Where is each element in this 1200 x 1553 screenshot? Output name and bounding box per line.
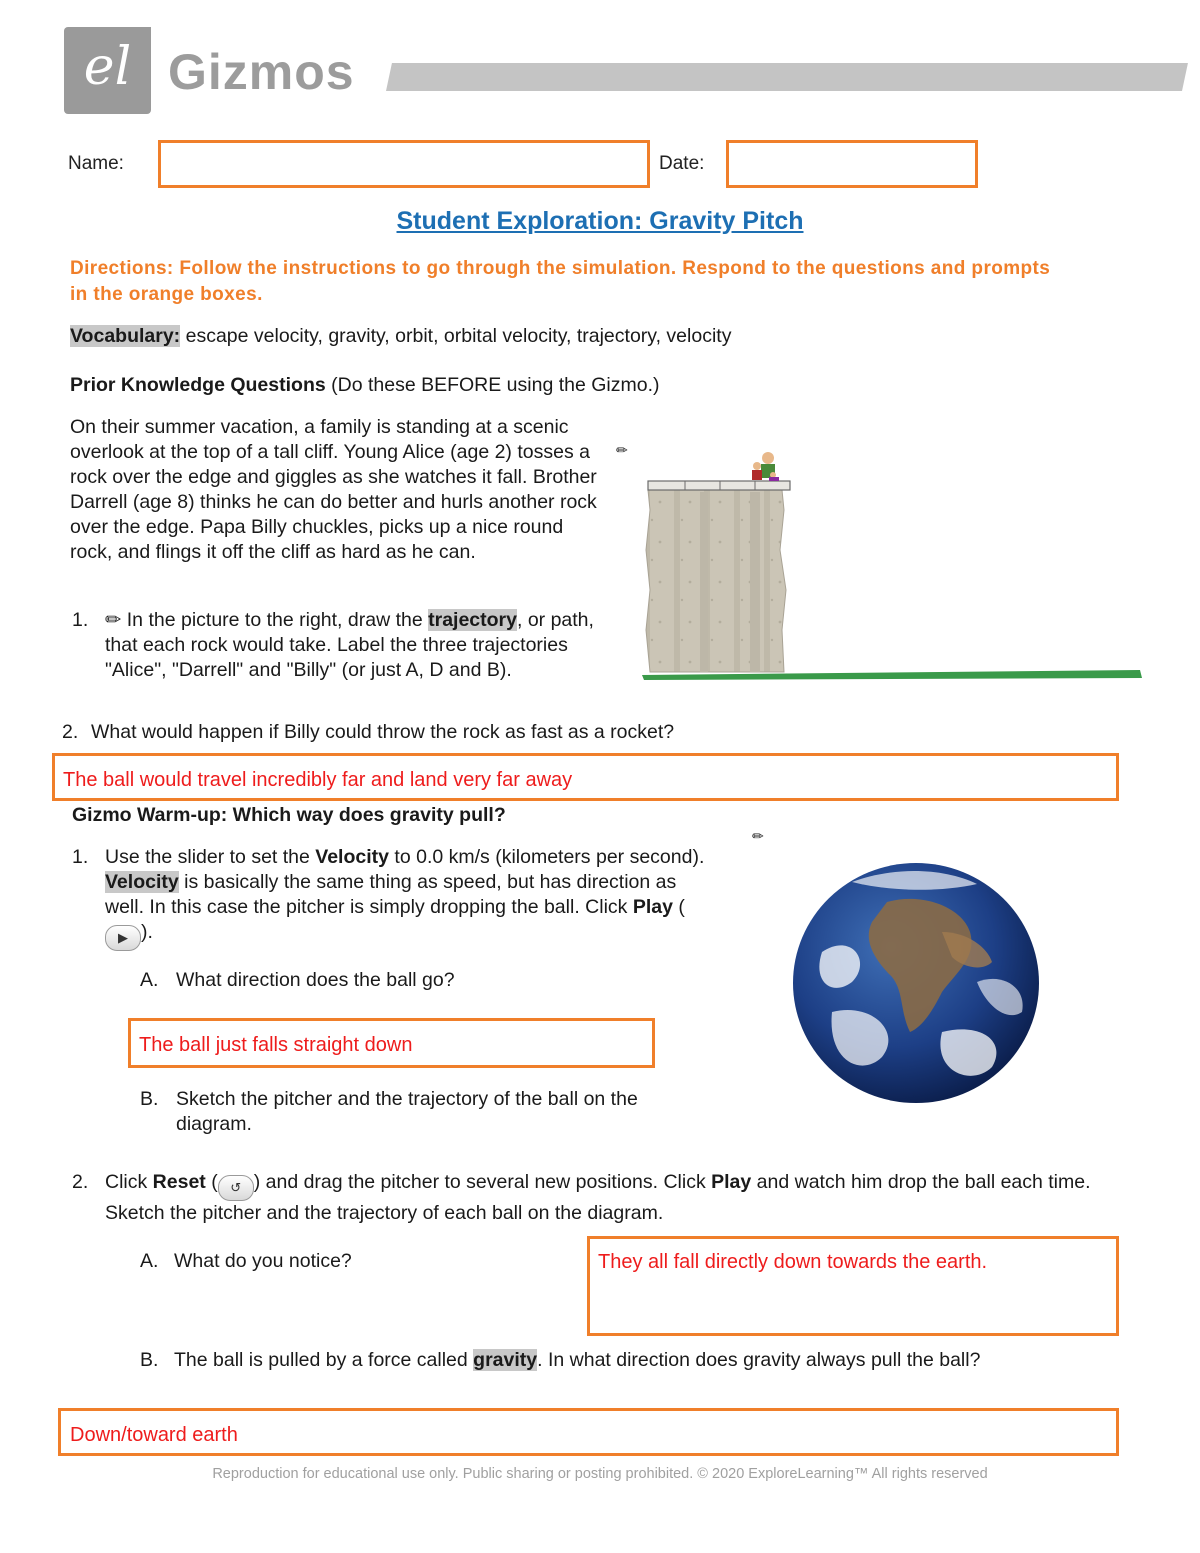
date-label: Date: <box>659 153 705 174</box>
warmup-q2a-letter: A. <box>140 1250 159 1272</box>
wq2b-after: . In what direction does gravity always pull the ball? <box>537 1349 981 1371</box>
name-label: Name: <box>68 153 124 174</box>
story-paragraph: On their summer vacation, a family is standing at a scenic overlook at the top of a tall cliff. Young Alice (age 2) tosses a rock over the edge and giggles as she watches it fall. Brother Darrell (age 8) thinks he can do better and hurls another rock over the edge. Papa Billy chuckles, picks up a nice round rock, and flings it off the cliff as hard as he can. <box>70 416 597 563</box>
wq2-open-paren: ( <box>211 1171 218 1193</box>
directions: Directions: Follow the instructions to go through the simulation. Respond to the questions and prompts in the orange boxes. <box>70 258 1051 305</box>
q2b-answer: Down/toward earth <box>70 1424 238 1446</box>
q2b-answer-box[interactable] <box>58 1408 1119 1456</box>
warmup-q1b-letter: B. <box>140 1088 159 1110</box>
pencil-mark-icon: ✏ <box>616 442 628 458</box>
vocabulary-label: Vocabulary: <box>70 325 181 347</box>
wq1-play-bold: Play <box>632 896 673 918</box>
earth-image <box>792 862 1040 1104</box>
wq1-t3: is basically the same thing as speed, but has direction as well. In this case the pitcher is simply dropping the ball. Click <box>105 871 677 918</box>
pencil-mark-icon-2: ✏ <box>752 828 764 844</box>
warmup-q2-number: 2. <box>72 1171 89 1193</box>
wq2-t1: Click <box>105 1171 148 1193</box>
q1-keyword-trajectory: trajectory <box>428 609 517 631</box>
date-field[interactable] <box>726 140 978 188</box>
wq2b-keyword-gravity: gravity <box>473 1349 538 1371</box>
wq2-t3: and watch him drop the ball each time. Sketch the pitcher and the trajectory of each ball on the diagram. <box>105 1171 1091 1224</box>
warmup-q2-text <box>105 1170 1105 1226</box>
q1-before: In the picture to the right, draw the <box>126 609 423 631</box>
warmup-q2b-letter: B. <box>140 1349 159 1371</box>
warmup-q2b-text <box>174 1348 1134 1373</box>
wq1-close-paren: ). <box>141 921 153 943</box>
header-bar <box>386 63 1188 91</box>
wq2-t2: ) and drag the pitcher to several new positions. Click <box>253 1171 706 1193</box>
wq1-t2: to 0.0 km/s (kilometers per second). <box>394 846 705 868</box>
q2-number: 2. <box>62 721 79 743</box>
warmup-heading: Gizmo Warm-up: Which way does gravity pull? <box>72 804 506 826</box>
wq2-reset-bold: Reset <box>152 1171 206 1193</box>
wq1-velocity-highlight: Velocity <box>105 871 179 893</box>
reset-icon: ↺ <box>218 1175 254 1201</box>
warmup-q1a-text: What direction does the ball go? <box>176 969 455 991</box>
gizmos-logo <box>64 27 151 114</box>
q2-answer: The ball would travel incredibly far and land very far away <box>63 769 573 791</box>
prior-knowledge-heading <box>70 373 1070 398</box>
vocabulary-text: escape velocity, gravity, orbit, orbital velocity, trajectory, velocity <box>185 325 732 347</box>
footer-copyright: Reproduction for educational use only. Public sharing or posting prohibited. © 2020 ExploreLearning™ All rights reserved <box>212 1466 988 1482</box>
wq2b-before: The ball is pulled by a force called <box>174 1349 468 1371</box>
warmup-q1a-letter: A. <box>140 969 159 991</box>
wq1-t1: Use the slider to set the <box>105 846 310 868</box>
brand-name: Gizmos <box>168 44 355 100</box>
prior-knowledge-note: (Do these BEFORE using the Gizmo.) <box>331 374 660 396</box>
q1-text <box>105 608 595 683</box>
wq2-play-bold: Play <box>711 1171 752 1193</box>
q2-text: What would happen if Billy could throw the rock as fast as a rocket? <box>91 721 675 743</box>
warmup-q1b-text: Sketch the pitcher and the trajectory of the ball on the diagram. <box>176 1088 638 1135</box>
play-icon: ▶ <box>105 925 141 951</box>
wq1-velocity-bold: Velocity <box>315 846 389 868</box>
logo-glyph: el <box>83 37 132 97</box>
warmup-q1-number: 1. <box>72 846 89 868</box>
q2-answer-box[interactable] <box>52 753 1119 801</box>
q2a-answer: They all fall directly down towards the earth. <box>598 1251 988 1273</box>
q2a-answer-box[interactable] <box>587 1236 1119 1336</box>
warmup-q2a-text: What do you notice? <box>174 1250 352 1272</box>
q1a-answer-box[interactable] <box>128 1018 655 1068</box>
warmup-q1-text <box>105 845 715 951</box>
page-title: Student Exploration: Gravity Pitch <box>396 207 804 235</box>
cliff-illustration <box>640 450 1150 685</box>
wq1-open-paren: ( <box>678 896 685 918</box>
prior-knowledge-title: Prior Knowledge Questions <box>70 374 326 396</box>
pencil-icon: ✏ <box>105 609 122 631</box>
q1-after: , or path, that each rock would take. Label the three trajectories "Alice", "Darrell" and "Billy" (or just A, D and B). <box>105 609 594 681</box>
q1-number: 1. <box>72 609 89 631</box>
q1a-answer: The ball just falls straight down <box>139 1034 413 1056</box>
name-field[interactable] <box>158 140 650 188</box>
vocabulary-line <box>70 324 1070 349</box>
